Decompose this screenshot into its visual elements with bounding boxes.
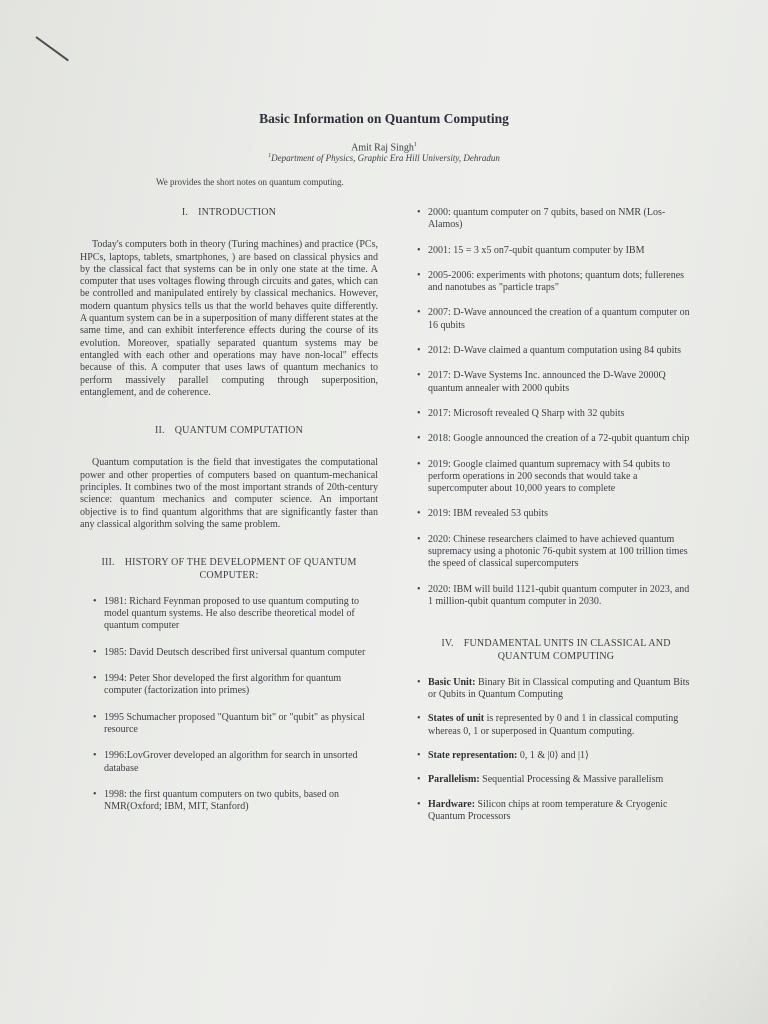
list-item: • 2020: IBM will build 1121-qubit quantum computer in 2023, and 1 million-qubit quantum computer in 2030.	[416, 584, 696, 609]
author-line	[0, 142, 768, 153]
list-item: • 1998: the first quantum computers on two qubits, based on NMR(Oxford; IBM, MIT, Stanford)	[92, 789, 378, 814]
list-item	[416, 799, 696, 824]
list-item: • 1995 Schumacher proposed "Quantum bit" or "qubit" as physical resource	[92, 712, 378, 737]
section-number: II.	[154, 425, 165, 437]
section-number: I.	[181, 207, 189, 218]
list-item	[416, 713, 696, 738]
item-text: Binary Bit in Classical computing and Quantum Bits or Qubits in Quantum Computing	[428, 676, 690, 701]
section-title: INTRODUCTION	[198, 207, 277, 218]
section-title: QUANTUM COMPUTATION	[174, 425, 304, 437]
list-item: • 2001: 15 = 3 x5 on7-qubit quantum computer by IBM	[416, 245, 696, 257]
list-item: • 2017: D-Wave Systems Inc. announced the D-Wave 2000Q quantum annealer with 2000 qubits	[416, 370, 696, 395]
list-item: • 2017: Microsoft revealed Q Sharp with 32 qubits	[416, 408, 696, 420]
author-name: Amit Raj Singh	[351, 142, 414, 154]
list-item: • 2007: D-Wave announced the creation of a quantum computer on 16 qubits	[416, 307, 696, 332]
affiliation: Department of Physics, Graphic Era Hill University, Dehradun	[271, 153, 500, 163]
item-label: Basic Unit:	[428, 676, 476, 688]
list-item: • 2012: D-Wave claimed a quantum computation using 84 qubits	[416, 345, 696, 357]
left-column	[80, 207, 378, 813]
item-text: 0, 1 & |0⟩ and |1⟩	[519, 750, 589, 762]
list-item: • 2005-2006: experiments with photons; quantum dots; fullerenes and nanotubes as "particle traps"	[416, 270, 696, 295]
section-heading-introduction	[80, 207, 378, 219]
section-title-continued: COMPUTER:	[199, 569, 259, 581]
section-title-continued: QUANTUM COMPUTING	[497, 650, 615, 662]
list-item	[416, 677, 696, 702]
abstract: We provides the short notes on quantum computing.	[156, 177, 344, 187]
list-item: • 1994: Peter Shor developed the first algorithm for quantum computer (factorization into primes)	[92, 673, 378, 698]
paper-title: Basic Information on Quantum Computing	[259, 111, 509, 126]
quantum-computation-paragraph: Quantum computation is the field that investigates the computational power and other properties of computers based on quantum-mechanical principles. It combines two of the most important strands of 20th-century science: quantum mechanics and computer science. An important objective is to find quantum algorithms that are significantly faster than any classical algorithm solving the same problem.	[80, 457, 378, 530]
history-list-right	[416, 207, 696, 608]
list-item: • 2020: Chinese researchers claimed to have achieved quantum supremacy using a photonic 76-qubit system at 100 trillion times the speed of classical supercomputers	[416, 534, 696, 571]
item-text: Sequential Processing & Massive parallelism	[482, 774, 664, 786]
author-mark: 1	[413, 142, 417, 148]
list-item: • 2019: IBM revealed 53 qubits	[416, 508, 696, 520]
item-label: States of unit	[428, 713, 485, 725]
right-column	[416, 207, 696, 823]
list-item	[416, 750, 696, 762]
affiliation-line	[0, 153, 768, 163]
history-list-left	[80, 596, 378, 814]
item-label: Parallelism:	[428, 774, 480, 786]
section-heading-history	[80, 557, 378, 582]
item-text: is represented by 0 and 1 in classical computing whereas 0, 1 or superposed in Quantum computing.	[428, 713, 679, 737]
fundamental-units-list	[416, 677, 696, 823]
list-item: • 2000: quantum computer on 7 qubits, based on NMR (Los-Alamos)	[416, 207, 696, 232]
pen-mark	[35, 36, 69, 61]
section-title: FUNDAMENTAL UNITS IN CLASSICAL AND	[463, 638, 671, 650]
item-text: Silicon chips at room temperature & Cryogenic Quantum Processors	[428, 798, 668, 822]
list-item: • 2019: Google claimed quantum supremacy with 54 qubits to perform operations in 200 seconds that would take a supercomputer about 10,000 years to complete	[416, 459, 696, 496]
section-heading-quantum-computation	[80, 425, 378, 437]
section-number: IV.	[441, 638, 454, 650]
list-item: • 1985: David Deutsch described first universal quantum computer	[92, 647, 378, 659]
list-item: • 2018: Google announced the creation of a 72-qubit quantum chip	[416, 433, 696, 445]
section-heading-fundamental-units	[416, 638, 696, 663]
item-label: State representation:	[428, 750, 518, 762]
list-item	[416, 774, 696, 786]
page-shadow	[508, 844, 768, 1024]
introduction-paragraph: Today's computers both in theory (Turing machines) and practice (PCs, HPCs, laptops, tablets, smartphones, ) are based on classical physics and by the classical fact that systems can be in only one state at the time. A computer that uses voltages flowing through circuits and gates, which can be controlled and manipulated entirely by classical mechanics. However, modern quantum physics tells us that the world behaves quite differently. A quantum system can be in a superposition of many different states at the same time, and can exhibit interference effects during the course of its evolution. Moreover, spatially separated quantum systems may be entangled with each other and operations may have non-local" effects because of this. A computer that uses laws of quantum mechanics to perform massively parallel computing through superposition, entanglement, and de coherence.	[80, 239, 378, 398]
section-number: III.	[101, 557, 115, 569]
item-label: Hardware:	[428, 798, 476, 810]
affiliation-mark: 1	[268, 153, 272, 159]
section-title: HISTORY OF THE DEVELOPMENT OF QUANTUM	[124, 557, 357, 569]
list-item: • 1981: Richard Feynman proposed to use quantum computing to model quantum systems. He also describe theoretical model of quantum computer	[92, 596, 378, 633]
list-item: • 1996:LovGrover developed an algorithm for search in unsorted database	[92, 750, 378, 775]
